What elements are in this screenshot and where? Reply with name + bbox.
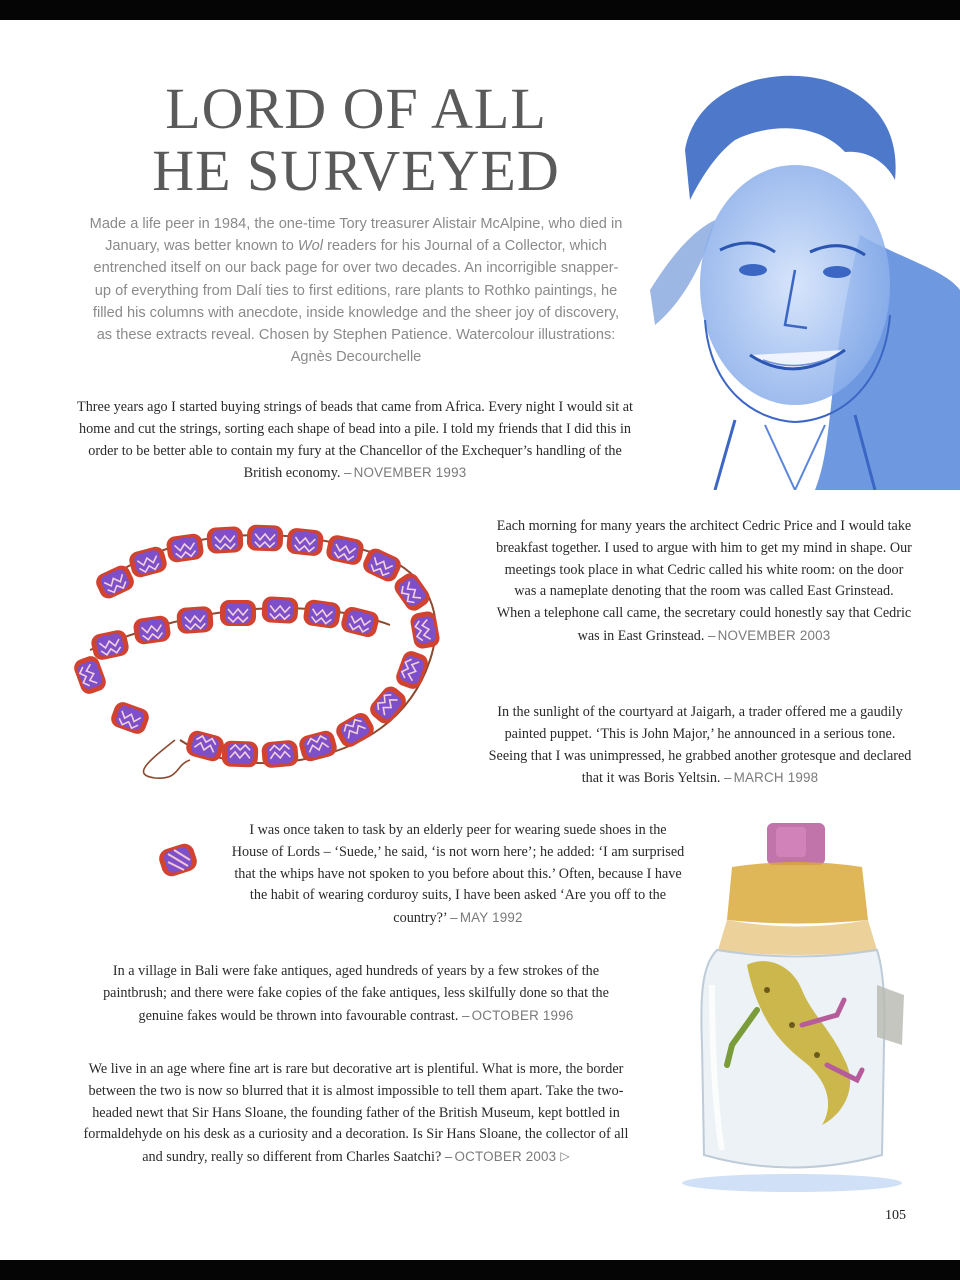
title-line-1: LORD OF ALL	[165, 76, 547, 141]
bead-icon	[297, 729, 339, 763]
bead-icon	[302, 599, 341, 630]
bead-icon	[286, 527, 325, 557]
bead-icon	[90, 629, 131, 662]
entry-date: – NOVEMBER 2003	[708, 627, 831, 643]
bead-icon	[366, 683, 409, 727]
journal-entry	[496, 516, 912, 648]
bead-icon	[72, 654, 109, 697]
newt-jar-illustration	[672, 815, 912, 1195]
journal-entry	[80, 961, 632, 1027]
entry-text: I was once taken to task by an elderly peer for wearing suede shoes in the House of Lords – ‘Suede,’ he said, ‘is not worn here’; he added: ‘I am surprised that the whips have not spoken to you before about this.’ Often, because I have the habit of wearing corduroy suits, I have been asked ‘Are you off to the country?’	[231, 822, 685, 927]
page-number: 105	[885, 1208, 906, 1223]
journal-entry	[488, 702, 912, 790]
article-title	[96, 78, 616, 202]
bead-icon	[339, 605, 380, 639]
entry-date: – MARCH 1998	[724, 770, 819, 786]
bead-icon	[109, 700, 152, 737]
title-line-2: HE SURVEYED	[152, 138, 560, 203]
bead-icon	[247, 524, 284, 551]
intro-text-part-2: readers for his Journal of a Collector, which entrenched itself on our back page for over two decades. An incorrigible snapper-up of everything from Dalí ties to first editions, rare plants to Rothko paintings, he filled his columns with anecdote, inside knowledge and the sheer joy of discovery, as these extracts reveal. Chosen by Stephen Patience. Watercolour illustrations: Agnès Decourchelle	[92, 238, 620, 366]
intro-standfirst	[86, 213, 626, 368]
bead-icon	[391, 570, 433, 614]
bead-icon	[93, 563, 137, 602]
bead-icon	[220, 600, 256, 626]
bottom-black-bar	[0, 1260, 960, 1280]
entry-text: We live in an age where fine art is rare but decorative art is plentiful. What is more, the border between the two is now so blurred that it is almost impossible to tell them apart. Take the two-headed newt that Sir Hans Sloane, the founding father of the British Museum, kept bottled in formaldehyde on his desk as a curiosity and a decoration. Is Sir Hans Sloane, the collector of all and sundry, really so different from Charles Saatchi?	[83, 1061, 629, 1166]
entry-text: Each morning for many years the architect Cedric Price and I would take breakfast together. I used to argue with him to get my mind in shape. Our meetings took place in what Cedric called his white room: on the door was a nameplate denoting that the room was called East Grinstead. When a telephone call came, the secretary could honestly say that Cedric was in East Grinstead.	[496, 518, 912, 644]
entry-date: – OCTOBER 2003 ▷	[445, 1149, 570, 1164]
journal-entry	[80, 1059, 632, 1169]
portrait-illustration	[645, 60, 960, 490]
bead-icon	[325, 534, 366, 567]
bead-icon	[333, 710, 377, 751]
top-black-bar	[0, 0, 960, 20]
bead-icon	[176, 606, 214, 634]
bead-icon	[261, 739, 299, 768]
intro-magazine-name: Wol	[297, 238, 324, 255]
entry-text: In the sunlight of the courtyard at Jaigarh, a trader offered me a gaudily painted puppet. ‘This is John Major,’ he announced in a serious tone. Seeing that I was unimpressed, he grabbed another grotesque and declared that it was Boris Yeltsin.	[488, 704, 912, 787]
entry-text: In a village in Bali were fake antiques, aged hundreds of years by a few strokes of the paintbrush; and there were fake copies of the fake antiques, less skilfully done so that the genuine fakes would be thrown into favourable contrast.	[103, 963, 609, 1024]
entry-date: – MAY 1992	[450, 910, 523, 926]
bead-icon	[409, 610, 441, 650]
bead-necklace-illustration	[60, 510, 470, 810]
continue-arrow-icon: ▷	[560, 1149, 570, 1164]
bead-icon	[261, 596, 298, 624]
entry-date: – NOVEMBER 1993	[343, 465, 467, 481]
intro-text-part-1: Made a life peer in 1984, the one-time Tory treasurer Alistair McAlpine, who died in January, was better known to	[89, 216, 623, 255]
bead-icon	[165, 533, 204, 564]
entry-date: – OCTOBER 1996	[461, 1007, 574, 1023]
single-bead-illustration	[150, 832, 205, 887]
bead-icon	[394, 649, 431, 692]
journal-entry	[230, 820, 686, 930]
bead-icon	[222, 740, 259, 767]
journal-entry	[70, 397, 640, 485]
entry-text: Three years ago I started buying strings of beads that came from Africa. Every night I would sit at home and cut the strings, sorting each shape of bead into a pile. I told my friends that I did this in order to be better able to contain my fury at the Chancellor of the Exchequer’s handling of the British economy.	[77, 399, 633, 482]
bead-icon	[132, 615, 171, 646]
bead-icon	[206, 526, 243, 554]
